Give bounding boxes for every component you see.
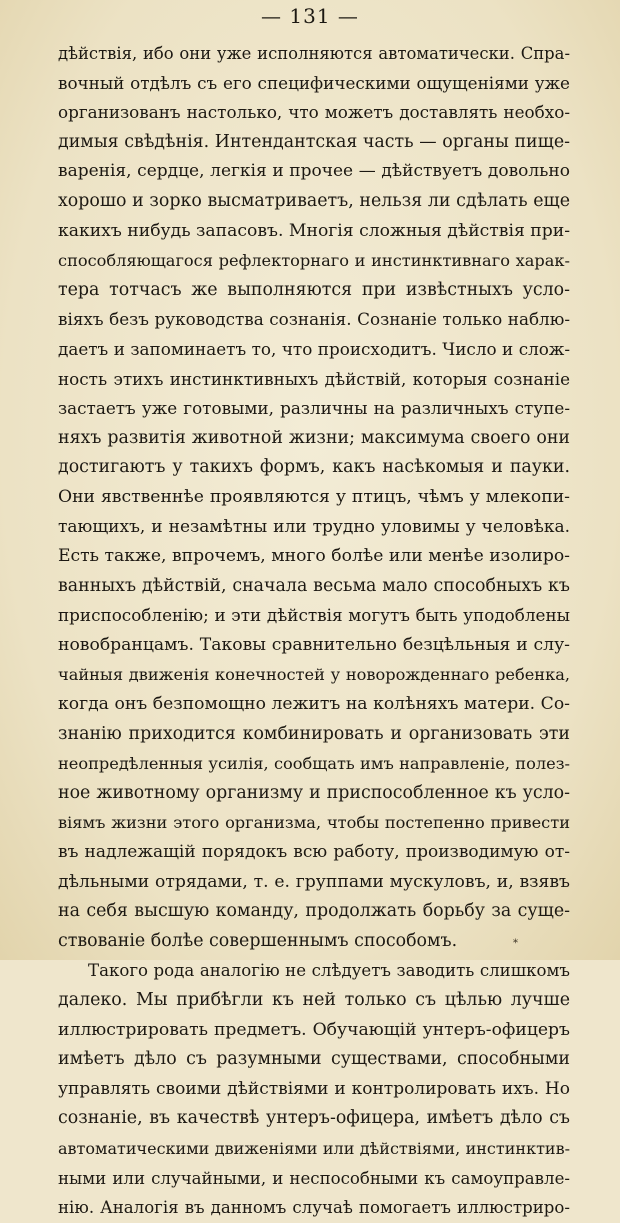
text-line: вочный отдѣлъ съ его специфическими ощущеніями уже [58,72,570,93]
text-line: застаетъ уже готовыми, различны на различныхъ ступе- [58,398,570,419]
text-line: тера тотчасъ же выполняются при извѣстныхъ усло- [58,279,570,300]
text-line: какихъ нибудь запасовъ. Многія сложныя дѣйствія при- [58,220,570,241]
text-line: дѣйствія, ибо они уже исполняются автоматически. Спра- [58,44,570,63]
paragraph-first-line: Такого рода аналогію не слѣдуетъ заводить слишкомъ [88,961,570,981]
text-line: когда онъ безпомощно лежитъ на колѣняхъ матери. Со- [58,694,570,715]
text-line: віямъ жизни этого организма, чтобы постепенно привести [58,813,570,833]
text-line: на себя высшую команду, продолжать борьбу за суще- [58,901,570,922]
text-line: тающихъ, и незамѣтны или трудно уловимы у человѣка. [58,516,570,537]
text-line: ными или случайными, и неспособными къ самоуправле- [58,1168,570,1188]
text-line: даетъ и запоминаетъ то, что происходитъ. Число и слож- [58,338,570,359]
text-line: няхъ развитія животной жизни; максимума своего они [58,427,570,448]
text-line: ванныхъ дѣйствій, сначала весьма мало способныхъ къ [58,575,570,596]
text-line: дѣльными отрядами, т. е. группами мускуловъ, и, взявъ [58,871,570,892]
text-line: неопредѣленныя усилія, сообщать имъ направленіе, полез- [58,754,570,774]
page-number: — 131 — [261,4,359,28]
text-line: димыя свѣдѣнія. Интендантская часть — органы пище- [58,131,570,152]
text-line: иллюстрировать предметъ. Обучающій унтеръ-офицеръ [58,1019,570,1040]
text-line: приспособленію; и эти дѣйствія могутъ быть уподоблены [58,605,570,626]
text-line: новобранцамъ. Таковы сравнительно безцѣльныя и слу- [58,634,570,655]
text-line: ность этихъ инстинктивныхъ дѣйствій, которыя сознаніе [58,368,570,389]
text-line: организованъ настолько, что можетъ доставлять необхо- [58,102,570,123]
text-line: ное животному организму и приспособленное къ усло- [58,782,570,803]
body-text [58,39,570,1223]
text-line: чайныя движенія конечностей у новорожденнаго ребенка, [58,665,570,685]
text-line: способляющагося рефлекторнаго и инстинктивнаго харак- [58,251,570,271]
text-line: варенія, сердце, легкія и прочее — дѣйствуетъ довольно [58,161,570,182]
paragraph-end-line: ствованіе болѣе совершеннымъ способомъ. [58,930,458,951]
text-line: имѣетъ дѣло съ разумными существами, способными [58,1049,570,1070]
text-line: Они явственнѣе проявляются у птицъ, чѣмъ у млекопи- [58,486,570,507]
text-line: хорошо и зорко высматриваетъ, нельзя ли сдѣлать еще [58,190,570,211]
text-line: віяхъ безъ руководства сознанія. Сознаніе только наблю- [58,309,570,330]
text-line: въ надлежащій порядокъ всю работу, производимую от- [58,842,570,863]
text-line: автоматическими движеніями или дѣйствіями, инстинктив- [58,1138,570,1158]
text-line: далеко. Мы прибѣгли къ ней только съ цѣлью лучше [58,990,570,1010]
text-line: знанію приходится комбинировать и организовать эти [58,723,570,744]
signature-mark: * [513,938,518,949]
text-line: управлять своими дѣйствіями и контролировать ихъ. Но [58,1078,570,1099]
text-line: достигаютъ у такихъ формъ, какъ насѣкомыя и пауки. [58,457,570,478]
text-line: сознаніе, въ качествѣ унтеръ-офицера, имѣетъ дѣло съ [58,1108,570,1129]
text-line: нію. Аналогія въ данномъ случаѣ помогаетъ иллюстриро- [58,1198,570,1218]
text-line: Есть также, впрочемъ, много болѣе или менѣе изолиро- [58,546,570,567]
